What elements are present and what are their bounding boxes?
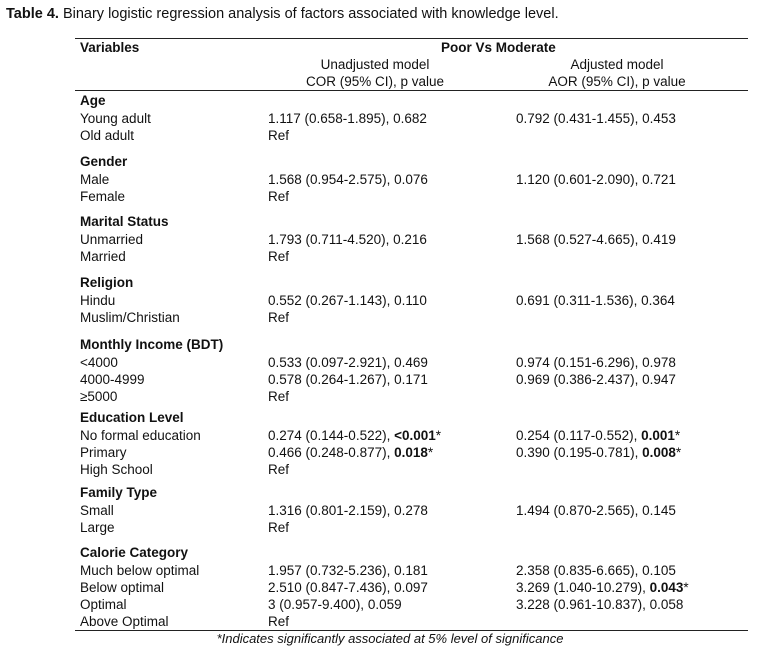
adjusted-value: [516, 171, 676, 188]
table-caption-text: Binary logistic regression analysis of factors associated with knowledge level.: [58, 6, 559, 22]
adjusted-value: [516, 292, 675, 309]
p-value: 0.110: [394, 293, 427, 308]
estimate-ci: 0.974 (0.151-6.296),: [516, 355, 643, 370]
unadjusted-value: [268, 248, 289, 265]
row-label: Unmarried: [80, 232, 144, 247]
unadjusted-value: [268, 461, 289, 478]
adjusted-value: [516, 231, 676, 248]
row-label: Young adult: [80, 111, 151, 126]
estimate-ci: 0.969 (0.386-2.437),: [516, 372, 643, 387]
unadjusted-value: [268, 231, 427, 248]
estimate-ci: 3.228 (0.961-10.837),: [516, 597, 650, 612]
row-label: <4000: [80, 355, 118, 370]
row-label: No formal education: [80, 428, 201, 443]
section-heading: Family Type: [80, 485, 158, 500]
p-value: 0.001: [641, 428, 675, 443]
unadjusted-value: [268, 562, 428, 579]
col2-title: Adjusted model: [570, 57, 664, 72]
section-heading: Gender: [80, 154, 128, 169]
estimate-ci: 1.120 (0.601-2.090),: [516, 172, 643, 187]
p-value: 0.947: [642, 372, 676, 387]
estimate-ci: 1.568 (0.527-4.665),: [516, 232, 643, 247]
row-label: Above Optimal: [80, 614, 169, 629]
unadjusted-value: [268, 444, 433, 461]
unadjusted-value: [268, 354, 428, 371]
estimate-ci: 3 (0.957-9.400),: [268, 597, 368, 612]
header-rule: [75, 90, 748, 91]
col1-subtitle: COR (95% CI), p value: [305, 74, 445, 89]
estimate-ci: 0.691 (0.311-1.536),: [516, 293, 642, 308]
unadjusted-value: [268, 110, 427, 127]
unadjusted-value: [268, 502, 428, 519]
unadjusted-value: [268, 519, 289, 536]
unadjusted-value: [268, 613, 289, 630]
adjusted-value: [516, 579, 689, 596]
row-label: 4000-4999: [80, 372, 145, 387]
unadjusted-value: [268, 579, 428, 596]
p-value: 0.181: [394, 563, 428, 578]
col2-subtitle: AOR (95% CI), p value: [548, 74, 686, 89]
col1-title: Unadjusted model: [320, 57, 430, 72]
significance-marker: *: [427, 445, 434, 460]
estimate-ci: Ref: [268, 520, 290, 535]
adjusted-value: [516, 110, 676, 127]
section-heading: Religion: [80, 275, 134, 290]
adjusted-value: [516, 427, 680, 444]
row-label: High School: [80, 462, 153, 477]
row-label: Large: [80, 520, 115, 535]
estimate-ci: 0.466 (0.248-0.877),: [268, 445, 395, 460]
row-label: ≥5000: [80, 389, 118, 404]
significance-marker: *: [683, 580, 689, 595]
estimate-ci: 2.510 (0.847-7.436),: [268, 580, 395, 595]
row-label: Female: [80, 189, 126, 204]
significance-marker: *: [675, 445, 682, 460]
p-value: 0.216: [393, 232, 427, 247]
p-value: 0.059: [367, 597, 402, 612]
adjusted-value: [516, 371, 676, 388]
estimate-ci: 0.390 (0.195-0.781),: [516, 445, 643, 460]
unadjusted-value: [268, 371, 428, 388]
table-caption: [6, 6, 559, 22]
estimate-ci: 0.533 (0.097-2.921),: [268, 355, 395, 370]
section-heading: Monthly Income (BDT): [80, 337, 224, 352]
adjusted-value: [516, 502, 676, 519]
estimate-ci: 0.254 (0.117-0.552),: [516, 428, 642, 443]
p-value: 0.008: [642, 445, 676, 460]
adjusted-value: [516, 444, 681, 461]
row-label: Married: [80, 249, 126, 264]
unadjusted-value: [268, 427, 441, 444]
section-heading: Calorie Category: [80, 545, 189, 560]
adjusted-value: [516, 354, 676, 371]
unadjusted-value: [268, 127, 289, 144]
estimate-ci: Ref: [268, 614, 290, 629]
unadjusted-value: [268, 309, 289, 326]
p-value: 0.419: [642, 232, 676, 247]
footnote: *Indicates significantly associated at 5% level of significance: [216, 631, 564, 646]
estimate-ci: 1.793 (0.711-4.520),: [268, 232, 394, 247]
p-value: 0.978: [642, 355, 676, 370]
adjusted-value: [516, 562, 676, 579]
estimate-ci: 0.274 (0.144-0.522),: [268, 428, 395, 443]
group-header: Poor Vs Moderate: [441, 40, 556, 55]
adjusted-value: [516, 596, 683, 613]
table-caption-label: Table 4.: [6, 6, 59, 22]
p-value: 0.043: [649, 580, 684, 595]
p-value: 0.018: [394, 445, 428, 460]
section-heading: Age: [80, 93, 106, 108]
p-value: 0.058: [649, 597, 684, 612]
estimate-ci: 2.358 (0.835-6.665),: [516, 563, 643, 578]
significance-marker: *: [674, 428, 681, 443]
row-label: Muslim/Christian: [80, 310, 180, 325]
p-value: 0.145: [642, 503, 676, 518]
p-value: 0.364: [641, 293, 675, 308]
row-label: Hindu: [80, 293, 116, 308]
row-label: Small: [80, 503, 114, 518]
p-value: 0.469: [394, 355, 428, 370]
significance-marker: *: [435, 428, 442, 443]
estimate-ci: 1.957 (0.732-5.236),: [268, 563, 395, 578]
estimate-ci: 1.568 (0.954-2.575),: [268, 172, 395, 187]
unadjusted-value: [268, 388, 289, 405]
estimate-ci: 1.117 (0.658-1.895),: [268, 111, 394, 126]
unadjusted-value: [268, 292, 427, 309]
estimate-ci: Ref: [268, 249, 290, 264]
section-heading: Education Level: [80, 410, 184, 425]
row-label: Male: [80, 172, 110, 187]
estimate-ci: Ref: [268, 189, 290, 204]
p-value: 0.076: [394, 172, 428, 187]
estimate-ci: 1.316 (0.801-2.159),: [268, 503, 395, 518]
estimate-ci: 0.552 (0.267-1.143),: [268, 293, 395, 308]
p-value: 0.453: [642, 111, 676, 126]
p-value: 0.105: [642, 563, 676, 578]
unadjusted-value: [268, 188, 289, 205]
p-value: 0.097: [394, 580, 428, 595]
estimate-ci: 1.494 (0.870-2.565),: [516, 503, 643, 518]
estimate-ci: Ref: [268, 310, 290, 325]
p-value: <0.001: [394, 428, 436, 443]
top-rule: [75, 38, 748, 39]
row-label: Optimal: [80, 597, 127, 612]
estimate-ci: 0.578 (0.264-1.267),: [268, 372, 395, 387]
estimate-ci: Ref: [268, 128, 290, 143]
p-value: 0.682: [393, 111, 427, 126]
p-value: 0.171: [394, 372, 428, 387]
p-value: 0.278: [394, 503, 428, 518]
estimate-ci: Ref: [268, 462, 290, 477]
row-label: Old adult: [80, 128, 135, 143]
unadjusted-value: [268, 171, 428, 188]
row-label: Primary: [80, 445, 127, 460]
row-label: Below optimal: [80, 580, 165, 595]
estimate-ci: 0.792 (0.431-1.455),: [516, 111, 643, 126]
estimate-ci: 3.269 (1.040-10.279),: [516, 580, 650, 595]
section-heading: Marital Status: [80, 214, 169, 229]
p-value: 0.721: [642, 172, 676, 187]
variables-header: Variables: [80, 40, 140, 55]
estimate-ci: Ref: [268, 389, 290, 404]
unadjusted-value: [268, 596, 402, 613]
row-label: Much below optimal: [80, 563, 200, 578]
